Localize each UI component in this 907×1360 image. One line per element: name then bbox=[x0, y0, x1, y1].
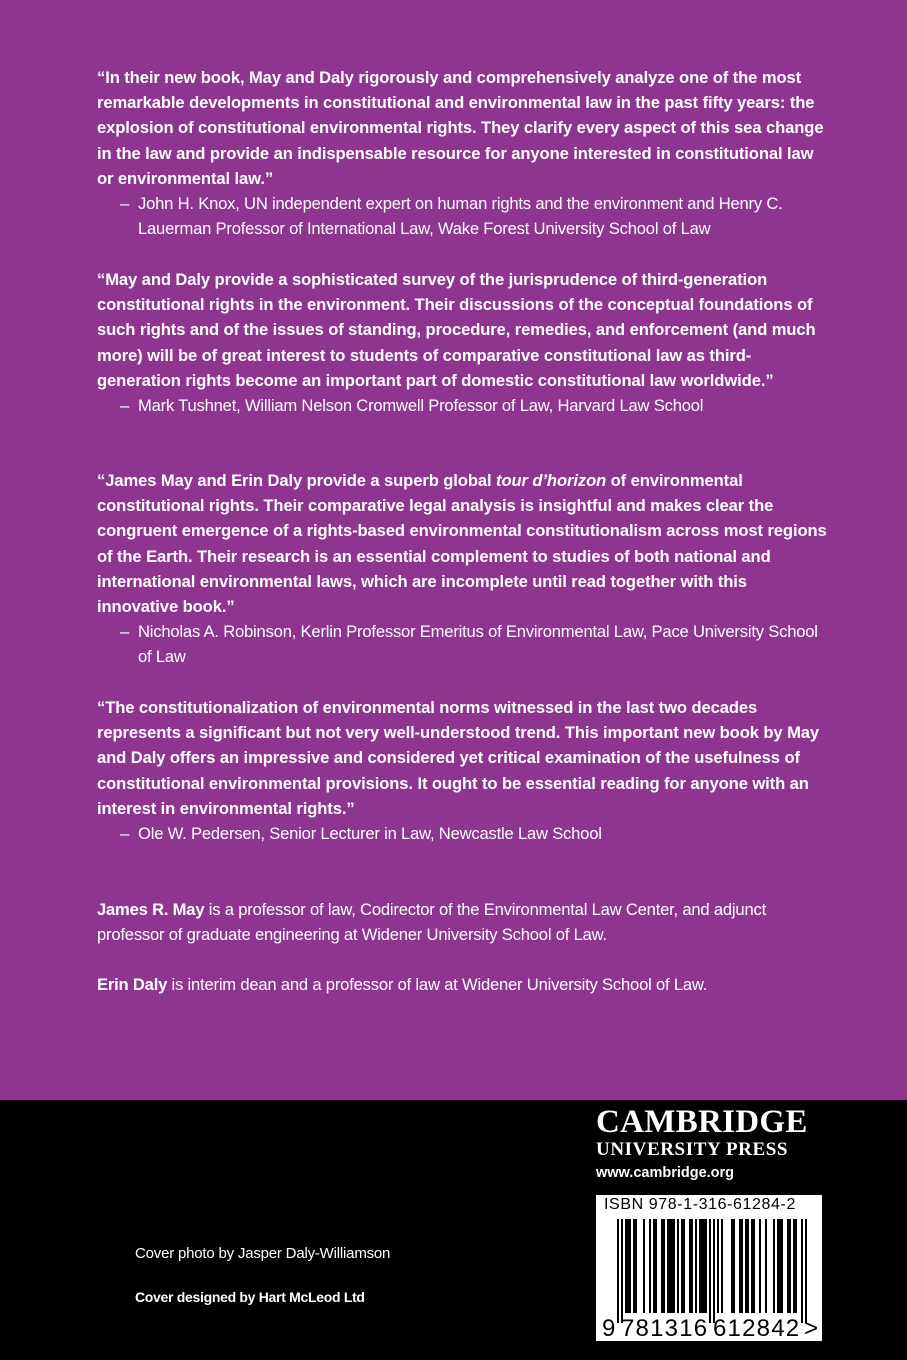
author-bio-daly bbox=[97, 972, 827, 997]
endorsement-tushnet bbox=[97, 267, 827, 418]
barcode-bar bbox=[653, 1219, 655, 1313]
barcode-bar bbox=[701, 1219, 703, 1313]
barcode-bar bbox=[709, 1219, 711, 1323]
barcode-bar bbox=[765, 1219, 767, 1313]
barcode-bar bbox=[649, 1219, 651, 1313]
endorsement-quote bbox=[97, 468, 827, 619]
endorsement-knox bbox=[97, 65, 827, 241]
barcode-bar bbox=[621, 1219, 623, 1323]
endorsement-quote: “In their new book, May and Daly rigorously and comprehensively analyze one of the most remarkable developments in constitutional and environmental law in the past fifty years: the explosion of constitutional environmental rights. They clarify every aspect of this sea change in the law and provide an indispensable resource for anyone interested in constitutional law or environmental law.” bbox=[97, 68, 824, 188]
barcode-left-digits: 781316 bbox=[621, 1315, 709, 1341]
barcode-bar bbox=[625, 1219, 627, 1313]
author-bio-text: is a professor of law, Codirector of the Environmental Law Center, and adjunct professor of graduate engineering at Widener University School of Law. bbox=[97, 900, 766, 944]
barcode-bar bbox=[773, 1219, 775, 1313]
barcode-bar bbox=[753, 1219, 755, 1313]
barcode-bars bbox=[617, 1219, 807, 1323]
endorsement-attribution bbox=[97, 821, 827, 846]
publisher-logo bbox=[596, 1104, 828, 1184]
barcode-bar bbox=[751, 1219, 753, 1313]
barcode-bar bbox=[739, 1219, 741, 1313]
author-bio-may bbox=[97, 897, 827, 947]
barcode-graphic bbox=[596, 1195, 822, 1341]
barcode-bar bbox=[801, 1219, 803, 1323]
barcode-bar bbox=[721, 1219, 723, 1313]
barcode-bar bbox=[689, 1219, 691, 1313]
endorsement-robinson bbox=[97, 468, 827, 670]
endorsement-quote: “May and Daly provide a sophisticated survey of the jurisprudence of third-generation constitutional rights in the environment. Their discussions of the conceptual foundations of such rights and of the issues of standing, procedure, remedies, and enforcement (and much more) will be of great interest to students of comparative constitutional law as third-generation rights become an important part of domestic constitutional law worldwide.” bbox=[97, 270, 816, 390]
barcode-bar bbox=[781, 1219, 783, 1313]
barcode-bar bbox=[789, 1219, 791, 1313]
cover-design-credit: Cover designed by Hart McLeod Ltd bbox=[135, 1289, 365, 1305]
endorsement-quote: “The constitutionalization of environmental norms witnessed in the last two decades represents a significant but not very well-understood trend. This important new book by May and Daly offers an impressive and considered yet critical examination of the usefulness of constitutional environmental provisions. It ought to be essential reading for anyone with an interest in environmental rights.” bbox=[97, 698, 820, 818]
barcode-bar bbox=[691, 1219, 693, 1313]
cover-photo-credit: Cover photo by Jasper Daly-Williamson bbox=[135, 1245, 391, 1262]
barcode-bar bbox=[627, 1219, 629, 1313]
attribution-dash: – bbox=[120, 622, 130, 642]
barcode-bar bbox=[793, 1219, 795, 1313]
barcode-bar bbox=[759, 1219, 761, 1313]
barcode-first-digit: 9 bbox=[602, 1315, 616, 1341]
publisher-name: CAMBRIDGE bbox=[596, 1104, 808, 1140]
barcode-bar bbox=[681, 1219, 683, 1313]
barcode-bar bbox=[731, 1219, 733, 1313]
endorsement-attribution bbox=[97, 619, 827, 669]
barcode-bar bbox=[669, 1219, 671, 1313]
barcode-bar bbox=[777, 1219, 779, 1313]
barcode-bar bbox=[643, 1219, 645, 1313]
barcode-bar bbox=[805, 1219, 807, 1323]
barcode-bar bbox=[717, 1219, 719, 1313]
quote-part: of environmental constitutional rights. Their comparative legal analysis is insightful and makes clear the congruent emergence of a rights-based environmental constitutionalism across most regions of the Earth. Their research is an essential complement to studies of both national and international environmental laws, which are incomplete until read together with this innovative book.” bbox=[97, 471, 827, 617]
barcode-bar bbox=[683, 1219, 685, 1313]
barcode-bar bbox=[661, 1219, 663, 1313]
barcode-bar bbox=[667, 1219, 669, 1313]
barcode-bar bbox=[713, 1219, 715, 1323]
barcode-bar bbox=[779, 1219, 781, 1313]
barcode-bar bbox=[633, 1219, 635, 1313]
endorsement-attribution bbox=[97, 393, 827, 418]
publisher-press: UNIVERSITY PRESS bbox=[596, 1139, 789, 1160]
isbn-number: ISBN 978-1-316-61284-2 bbox=[604, 1196, 796, 1213]
barcode-bar bbox=[703, 1219, 705, 1313]
barcode-bar bbox=[699, 1219, 701, 1313]
attribution-text: Ole W. Pedersen, Senior Lecturer in Law, Newcastle Law School bbox=[138, 824, 602, 844]
quote-italic-phrase: tour d’horizon bbox=[496, 471, 607, 490]
barcode-bar bbox=[677, 1219, 679, 1313]
attribution-dash: – bbox=[120, 824, 130, 844]
barcode-bar bbox=[635, 1219, 637, 1313]
barcode-bar bbox=[673, 1219, 675, 1313]
barcode-bar bbox=[655, 1219, 657, 1313]
attribution-text: Mark Tushnet, William Nelson Cromwell Professor of Law, Harvard Law School bbox=[138, 396, 704, 416]
author-name: Erin Daly bbox=[97, 975, 168, 994]
endorsement-pedersen bbox=[97, 695, 827, 846]
barcode-bar bbox=[745, 1219, 747, 1313]
attribution-dash: – bbox=[120, 396, 130, 416]
endorsement-attribution bbox=[97, 191, 827, 241]
barcode-bar bbox=[629, 1219, 631, 1313]
attribution-text: John H. Knox, UN independent expert on human rights and the environment and Henry C. Lauerman Professor of International Law, Wake Forest University School of Law bbox=[138, 194, 783, 239]
barcode-bar bbox=[705, 1219, 707, 1313]
barcode-bar bbox=[795, 1219, 797, 1313]
barcode-bar bbox=[663, 1219, 665, 1313]
barcode-bar bbox=[695, 1219, 697, 1313]
author-name: James R. May bbox=[97, 900, 205, 919]
attribution-text: Nicholas A. Robinson, Kerlin Professor Emeritus of Environmental Law, Pace University School of Law bbox=[138, 622, 818, 667]
barcode-bar bbox=[733, 1219, 735, 1313]
attribution-dash: – bbox=[120, 194, 130, 214]
publisher-url: www.cambridge.org bbox=[596, 1165, 735, 1181]
barcode-bar bbox=[787, 1219, 789, 1313]
barcode-right-digits: 612842 bbox=[713, 1315, 801, 1341]
quote-part: “James May and Erin Daly provide a superb global bbox=[97, 471, 497, 490]
author-bio-text: is interim dean and a professor of law at Widener University School of Law. bbox=[167, 975, 708, 994]
barcode-bar bbox=[747, 1219, 749, 1313]
barcode-arrow: > bbox=[804, 1315, 819, 1341]
isbn-barcode bbox=[596, 1195, 822, 1341]
barcode-bar bbox=[741, 1219, 743, 1313]
barcode-bar bbox=[617, 1219, 619, 1323]
barcode-bar bbox=[671, 1219, 673, 1313]
